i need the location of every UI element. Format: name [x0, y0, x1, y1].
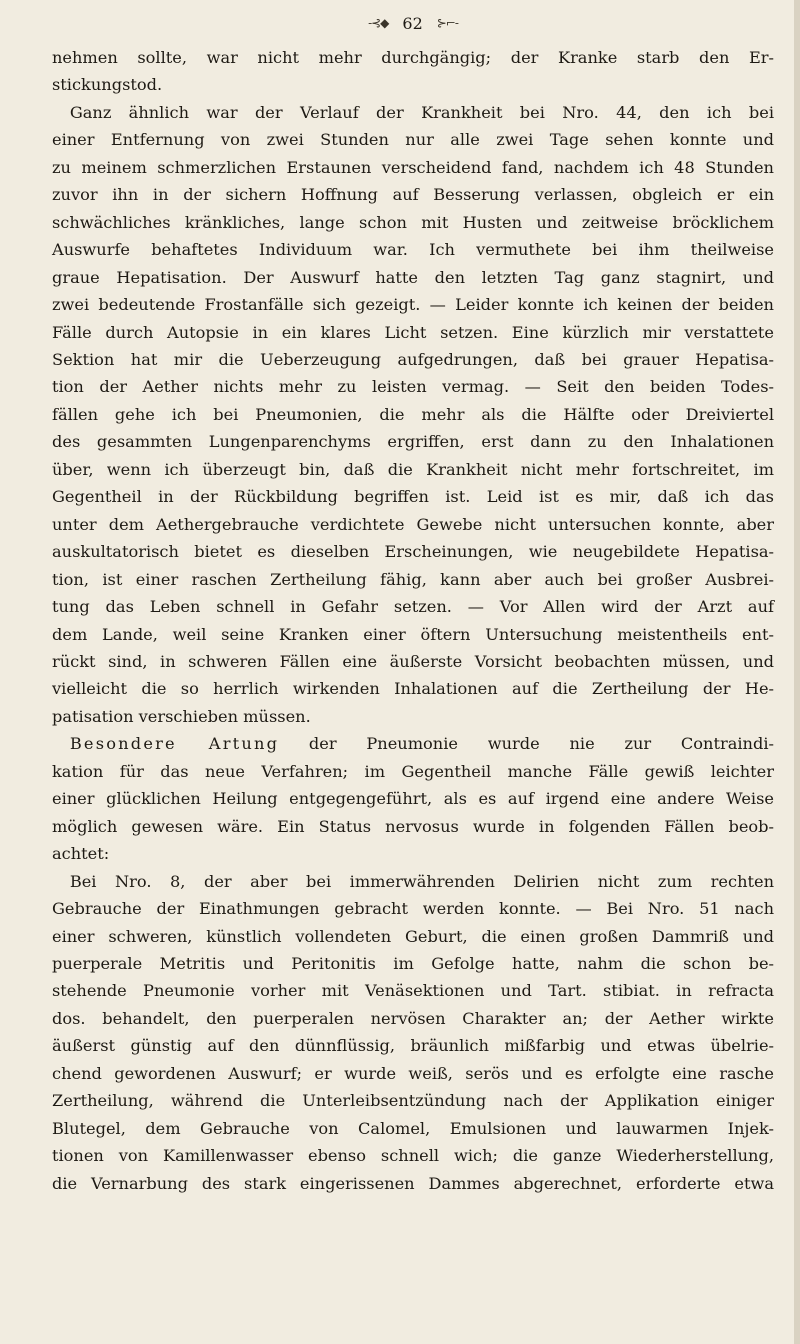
- text-line: Gebrauche der Einathmungen gebracht werden konnte. — Bei Nro. 51 nach: [52, 899, 774, 919]
- text-line: schwächliches kränkliches, lange schon mit Husten und zeitweise bröcklichem: [52, 212, 774, 232]
- text-line: die Vernarbung des stark eingerissenen Dammes abgerechnet, erforderte etwa: [52, 1173, 774, 1193]
- text-line: zwei bedeutende Frostanfälle sich gezeigt. — Leider konnte ich keinen der beiden: [52, 295, 774, 315]
- text-line: des gesammten Lungenparenchyms ergriffen, erst dann zu den Inhalationen: [52, 432, 774, 452]
- text-line: Sektion hat mir die Ueberzeugung aufgedrungen, daß bei grauer Hepatisa-: [52, 349, 774, 369]
- text-line: einer glücklichen Heilung entgegengeführt, als es auf irgend eine andere Weise: [52, 789, 774, 809]
- text-line: unter dem Aethergebrauche verdichtete Gewebe nicht untersuchen konnte, aber: [52, 514, 774, 534]
- text-line: nehmen sollte, war nicht mehr durchgängig; der Kranke starb den Er-: [52, 48, 774, 67]
- text-line: achtet:: [52, 844, 110, 864]
- paragraph-start: [52, 730, 774, 757]
- text-line: zu meinem schmerzlichen Erstaunen verscheidend fand, nachdem ich 48 Stunden: [52, 157, 774, 177]
- text-line: Auswurfe behaftetes Individuum war. Ich vermuthete bei ihm theilweise: [52, 240, 774, 260]
- text-line: rückt sind, in schweren Fällen eine äußerste Vorsicht beobachten müssen, und: [52, 651, 774, 671]
- text-line: äußerst günstig auf den dünnflüssig, bräunlich mißfarbig und etwas übelrie-: [52, 1036, 774, 1056]
- text-line: stehende Pneumonie vorher mit Venäsektionen und Tart. stibiat. in refracta: [52, 981, 774, 1001]
- text-fragment: der Pneumonie wurde nie zur Contraindi-: [279, 734, 774, 754]
- paragraph-start: Bei Nro. 8, der aber bei immerwährenden Delirien nicht zum rechten: [69, 871, 774, 891]
- page-number: 62: [402, 13, 423, 33]
- text-line: kation für das neue Verfahren; im Gegentheil manche Fälle gewiß leichter: [52, 761, 774, 781]
- ornament-left: -⊰◆: [368, 16, 389, 30]
- text-line: fällen gehe ich bei Pneumonien, die mehr als die Hälfte oder Dreiviertel: [52, 404, 774, 424]
- text-line: patisation verschieben müssen.: [52, 706, 311, 726]
- text-line: tung das Leben schnell in Gefahr setzen. — Vor Allen wird der Arzt auf: [52, 597, 774, 617]
- text-line: dem Lande, weil seine Kranken einer öftern Untersuchung meistentheils ent-: [52, 624, 774, 644]
- spaced-emphasis: Besondere Artung: [69, 734, 280, 754]
- body-text: [52, 44, 774, 1197]
- paragraph-start: Ganz ähnlich war der Verlauf der Krankheit bei Nro. 44, den ich bei: [69, 102, 774, 122]
- text-line: chend gewordenen Auswurf; er wurde weiß, serös und es erfolgte eine rasche: [52, 1063, 774, 1083]
- text-line: einer Entfernung von zwei Stunden nur alle zwei Tage sehen konnte und: [52, 130, 774, 150]
- text-line: Zertheilung, während die Unterleibsentzündung nach der Applikation einiger: [52, 1091, 774, 1111]
- text-line: Blutegel, dem Gebrauche von Calomel, Emulsionen und lauwarmen Injek-: [52, 1118, 774, 1138]
- text-line: zuvor ihn in der sichern Hoffnung auf Besserung verlassen, obgleich er ein: [52, 185, 774, 205]
- text-line: vielleicht die so herrlich wirkenden Inhalationen auf die Zertheilung der He-: [52, 679, 774, 699]
- text-line: stickungstod.: [52, 75, 163, 95]
- text-line: Gegentheil in der Rückbildung begriffen ist. Leid ist es mir, daß ich das: [52, 487, 774, 507]
- text-line: über, wenn ich überzeugt bin, daß die Krankheit nicht mehr fortschreitet, im: [52, 459, 774, 479]
- text-line: tionen von Kamillenwasser ebenso schnell wich; die ganze Wiederherstellung,: [52, 1146, 774, 1166]
- text-line: möglich gewesen wäre. Ein Status nervosus wurde in folgenden Fällen beob-: [52, 816, 774, 836]
- text-line: tion der Aether nichts mehr zu leisten vermag. — Seit den beiden Todes-: [52, 377, 774, 397]
- text-line: Fälle durch Autopsie in ein klares Licht setzen. Eine kürzlich mir verstattete: [52, 322, 774, 342]
- text-line: dos. behandelt, den puerperalen nervösen Charakter an; der Aether wirkte: [52, 1008, 774, 1028]
- page-edge: [794, 0, 800, 1344]
- text-line: auskultatorisch bietet es dieselben Erscheinungen, wie neugebildete Hepatisa-: [52, 542, 774, 562]
- text-line: einer schweren, künstlich vollendeten Geburt, die einen großen Dammriß und: [52, 926, 774, 946]
- ornament-right: ⊱⌐-: [436, 16, 458, 30]
- text-line: graue Hepatisation. Der Auswurf hatte den letzten Tag ganz stagnirt, und: [52, 267, 774, 287]
- text-line: puerperale Metritis und Peritonitis im Gefolge hatte, nahm die schon be-: [52, 953, 774, 973]
- running-head: [52, 6, 774, 40]
- text-line: tion, ist einer raschen Zertheilung fähig, kann aber auch bei großer Ausbrei-: [52, 569, 774, 589]
